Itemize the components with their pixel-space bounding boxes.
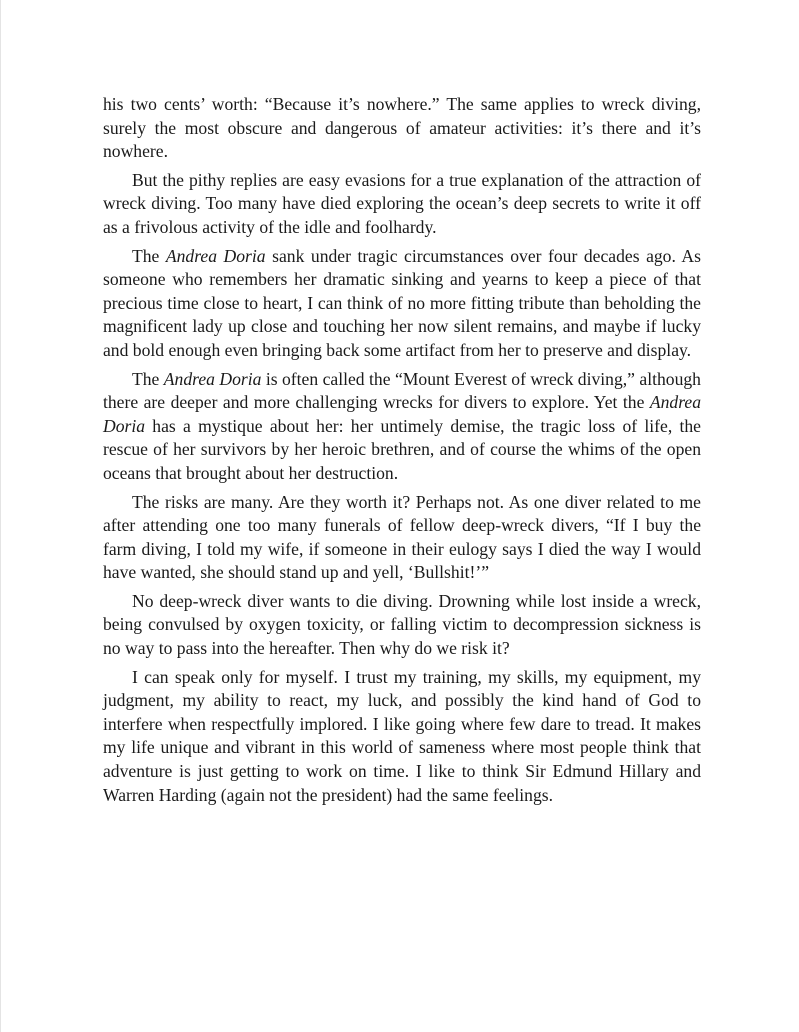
paragraph bbox=[103, 368, 701, 486]
italic-text: Andrea Doria bbox=[165, 245, 266, 266]
text-run: The risks are many. Are they worth it? Perhaps not. As one diver related to me after attending one too many funerals of fellow deep-wreck divers, “If I buy the farm diving, I told my wife, if someone in their eulogy says I died the way I would have wanted, she should stand up and yell, ‘Bullshit!’” bbox=[103, 491, 701, 583]
paragraph bbox=[103, 590, 701, 661]
text-run: No deep-wreck diver wants to die diving. Drowning while lost inside a wreck, being convulsed by oxygen toxicity, or falling victim to decompression sickness is no way to pass into the hereafter. Then why do we risk it? bbox=[103, 590, 701, 659]
text-run: The bbox=[132, 245, 166, 266]
text-run: sank under tragic circumstances over four decades ago. As someone who remembers her dramatic sinking and yearns to keep a piece of that precious time close to heart, I can think of no more fitting tribute than beholding the magnificent lady up close and touching her now silent remains, and maybe if lucky and bold enough even bringing back some artifact from her to preserve and display. bbox=[103, 245, 701, 360]
paragraph bbox=[103, 491, 701, 585]
text-run: But the pithy replies are easy evasions for a true explanation of the attraction of wreck diving. Too many have died exploring the ocean’s deep secrets to write it off as a frivolous activity of the idle and foolhardy. bbox=[103, 169, 701, 237]
italic-text: Andrea Doria bbox=[103, 392, 701, 436]
text-run: his two cents’ worth: “Because it’s nowhere.” The same applies to wreck diving, surely the most obscure and dangerous of amateur activities: it’s there and it’s nowhere. bbox=[103, 94, 701, 162]
body-text bbox=[103, 93, 701, 812]
paragraph bbox=[103, 245, 701, 363]
text-run: I can speak only for myself. I trust my training, my skills, my equipment, my judgment, my ability to react, my luck, and possibly the kind hand of God to interfere when respectfully implored. I like going where few dare to tread. It makes my life unique and vibrant in this world of sameness where most people think that adventure is just getting to work on time. I like to think Sir Edmund Hillary and Warren Harding (again not the president) had the same feelings. bbox=[103, 666, 701, 805]
paragraph bbox=[103, 93, 701, 164]
text-run: is often called the “Mount Everest of wreck diving,” although there are deeper and more challenging wrecks for divers to explore. Yet the bbox=[103, 368, 701, 413]
italic-text: Andrea Doria bbox=[163, 368, 262, 389]
paragraph bbox=[103, 169, 701, 240]
paragraph bbox=[103, 666, 701, 808]
text-run: The bbox=[132, 368, 164, 389]
text-run: has a mystique about her: her untimely demise, the tragic loss of life, the rescue of her survivors by her heroic brethren, and of course the whims of the open oceans that brought about her destruction. bbox=[103, 415, 701, 483]
